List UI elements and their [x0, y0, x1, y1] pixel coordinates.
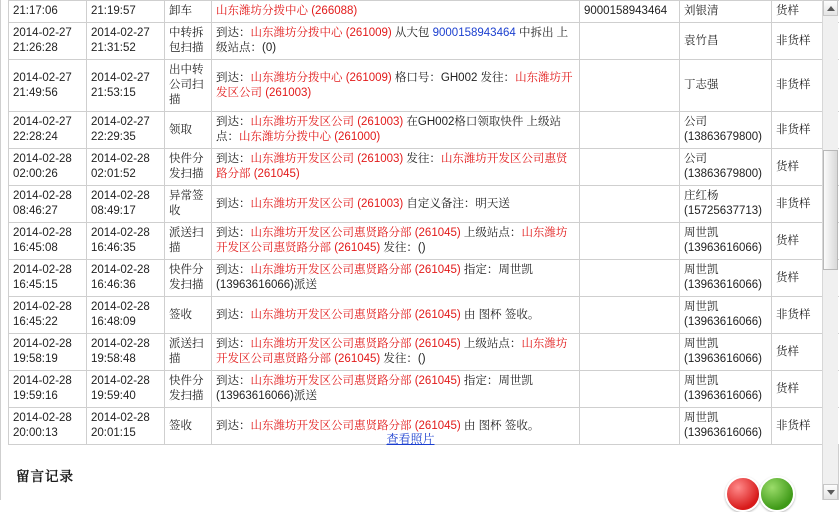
type-label: 卸车: [169, 5, 192, 17]
cell-code: [580, 60, 680, 112]
date-value: 2014-02-28: [13, 226, 82, 241]
desc-location-link[interactable]: 山东潍坊开发区公司: [251, 375, 355, 387]
cell-time1: [9, 149, 87, 186]
cell-status: [772, 223, 824, 260]
table-row: [9, 297, 839, 334]
cell-desc: [212, 260, 580, 297]
time-value: 22:29:35: [91, 130, 160, 145]
date-value: 2014-02-27: [13, 115, 82, 130]
date-value: 2014-02-27: [13, 71, 82, 86]
cell-status: [772, 23, 824, 60]
cell-desc: [212, 371, 580, 408]
desc-location-link[interactable]: 山东潍坊开发区公司惠贤路分部 (261045): [251, 227, 461, 239]
time-value: 16:48:09: [91, 315, 160, 330]
cell-time2: [87, 186, 165, 223]
person-value: 周世凯 (13963616066): [684, 375, 762, 402]
desc-location-link[interactable]: 山东潍坊开发区公司: [251, 227, 355, 239]
time-value: 22:28:24: [13, 130, 82, 145]
page-border-left: [0, 0, 1, 500]
cell-code: [580, 149, 680, 186]
cell-status: [772, 334, 824, 371]
cell-code: [580, 23, 680, 60]
floating-chat-widget[interactable]: [725, 476, 817, 510]
cell-code: [580, 297, 680, 334]
cell-time2: [87, 1, 165, 23]
time-value: 08:46:27: [13, 204, 82, 219]
date-value: 2014-02-28: [91, 263, 160, 278]
table-row: [9, 149, 839, 186]
cell-code: [580, 260, 680, 297]
cell-desc: [212, 23, 580, 60]
table-row: [9, 223, 839, 260]
status-badge: 非货样: [776, 198, 811, 210]
cell-desc: [212, 186, 580, 223]
desc-location-link[interactable]: 山东潍坊分拨中心 (266088): [216, 5, 357, 17]
cell-type: [165, 23, 212, 60]
cell-code: [580, 334, 680, 371]
chevron-up-icon: [827, 6, 835, 11]
time-value: 16:45:22: [13, 315, 82, 330]
chevron-down-icon: [827, 490, 835, 495]
time-value: 21:49:56: [13, 86, 82, 101]
cell-status: [772, 149, 824, 186]
cell-time2: [87, 223, 165, 260]
person-value: 公司 (13863679800): [684, 153, 762, 180]
desc-text: 到达：山东潍坊开发区公司惠贤路分部 (261045) 上级站点：山东潍坊开发区公司惠贤路分部 (261045) 发往：(): [216, 338, 567, 365]
cell-desc: [212, 149, 580, 186]
desc-location-link[interactable]: 山东潍坊开发区公司 (261003): [251, 116, 404, 128]
cell-time1: [9, 60, 87, 112]
desc-location-link[interactable]: 山东潍坊开发区公司惠贤路分部 (261045): [251, 375, 461, 387]
code-value: 9000158943464: [584, 5, 667, 17]
type-label: 出中转公司扫描: [169, 64, 204, 106]
cell-person: [680, 371, 772, 408]
page-scrollbar[interactable]: [822, 0, 838, 500]
cell-desc: [212, 1, 580, 23]
cell-desc: [212, 334, 580, 371]
time-value: 16:45:15: [13, 278, 82, 293]
time-value: 21:19:57: [91, 4, 160, 19]
status-badge: 非货样: [776, 420, 811, 432]
cell-code: [580, 1, 680, 23]
table-row: [9, 60, 839, 112]
desc-location-link[interactable]: 山东潍坊开发区公司: [441, 153, 545, 165]
cell-time1: [9, 371, 87, 408]
cell-type: [165, 223, 212, 260]
table-row: [9, 112, 839, 149]
cell-time1: [9, 223, 87, 260]
status-badge: 货样: [776, 272, 799, 284]
desc-location-link[interactable]: 山东潍坊开发区公司惠贤路分部 (261045): [216, 338, 567, 365]
cell-status: [772, 260, 824, 297]
cell-time1: [9, 186, 87, 223]
time-value: 21:53:15: [91, 86, 160, 101]
type-label: 异常签收: [169, 190, 204, 217]
type-label: 中转拆包扫描: [169, 27, 204, 54]
type-label: 快件分发扫描: [169, 375, 204, 402]
cell-time1: [9, 334, 87, 371]
status-badge: 货样: [776, 5, 799, 17]
cell-person: [680, 223, 772, 260]
desc-text: 到达：山东潍坊开发区公司惠贤路分部 (261045) 上级站点：山东潍坊开发区公司惠贤路分部 (261045) 发往：(): [216, 227, 567, 254]
status-badge: 货样: [776, 346, 799, 358]
cell-code: [580, 371, 680, 408]
cell-time2: [87, 149, 165, 186]
cell-type: [165, 260, 212, 297]
date-value: 2014-02-28: [91, 374, 160, 389]
cell-code: [580, 112, 680, 149]
cell-time2: [87, 260, 165, 297]
date-value: 2014-02-28: [13, 337, 82, 352]
person-value: 周世凯 (13963616066): [684, 301, 762, 328]
time-value: 19:59:16: [13, 389, 82, 404]
cell-person: [680, 186, 772, 223]
desc-location-link[interactable]: 山东潍坊开发区公司 (261003): [251, 198, 404, 210]
desc-location-link[interactable]: 山东潍坊开发区公司惠贤路分部 (261045): [251, 420, 461, 432]
desc-location-link[interactable]: 山东潍坊开发区公司惠贤路分部 (261045): [251, 309, 461, 321]
cell-type: [165, 186, 212, 223]
date-value: 2014-02-28: [91, 152, 160, 167]
date-value: 2014-02-27: [91, 115, 160, 130]
cell-person: [680, 149, 772, 186]
cell-person: [680, 260, 772, 297]
date-value: 2014-02-28: [13, 411, 82, 426]
time-value: 16:46:36: [91, 278, 160, 293]
time-value: 20:01:15: [91, 426, 160, 441]
cell-type: [165, 371, 212, 408]
message-record-heading: 留言记录: [16, 465, 74, 485]
type-label: 快件分发扫描: [169, 153, 204, 180]
time-value: 16:46:35: [91, 241, 160, 256]
date-value: 2014-02-28: [13, 263, 82, 278]
cell-person: [680, 1, 772, 23]
desc-text: 到达：山东潍坊开发区公司 (261003) 发往：山东潍坊开发区公司惠贤路分部 (261045): [216, 153, 567, 180]
type-label: 签收: [169, 309, 192, 321]
desc-location-link[interactable]: 山东潍坊开发区公司 (261003): [216, 72, 573, 99]
table-row: [9, 260, 839, 297]
table-row: [9, 371, 839, 408]
time-value: 21:31:52: [91, 41, 160, 56]
date-value: 2014-02-28: [13, 152, 82, 167]
type-label: 快件分发扫描: [169, 264, 204, 291]
cell-time1: [9, 1, 87, 23]
date-value: 2014-02-28: [13, 374, 82, 389]
cell-time2: [87, 60, 165, 112]
time-value: 16:45:08: [13, 241, 82, 256]
cell-code: [580, 186, 680, 223]
desc-location-link[interactable]: 山东潍坊分拨中心 (261009): [251, 72, 392, 84]
person-value: 周世凯 (13963616066): [684, 227, 762, 254]
cell-type: [165, 60, 212, 112]
cell-person: [680, 60, 772, 112]
cell-status: [772, 371, 824, 408]
date-value: 2014-02-28: [91, 337, 160, 352]
cell-time1: [9, 297, 87, 334]
cell-type: [165, 112, 212, 149]
cell-desc: [212, 297, 580, 334]
desc-location-link[interactable]: 山东潍坊开发区公司: [251, 264, 355, 276]
person-value: 周世凯 (13963616066): [684, 338, 762, 365]
time-value: 02:01:52: [91, 167, 160, 182]
cell-status: [772, 186, 824, 223]
tracking-log-table: [8, 0, 839, 445]
cell-person: [680, 23, 772, 60]
date-value: 2014-02-28: [91, 411, 160, 426]
chat-green-icon[interactable]: [759, 476, 795, 512]
status-badge: 货样: [776, 383, 799, 395]
cell-type: [165, 297, 212, 334]
desc-text: 到达：山东潍坊分拨中心 (261009) 从大包 9000158943464 中拆出 上级站点：(0): [216, 27, 568, 54]
cell-code: [580, 223, 680, 260]
desc-location-link[interactable]: 山东潍坊开发区公司惠贤路分部 (261045): [251, 264, 461, 276]
table-row: [9, 23, 839, 60]
type-label: 派送扫描: [169, 338, 204, 365]
scroll-down-button[interactable]: [823, 484, 838, 500]
desc-location-link[interactable]: 山东潍坊开发区公司惠贤路分部 (261045): [216, 227, 567, 254]
desc-location-link[interactable]: 山东潍坊分拨中心 (261009): [251, 27, 392, 39]
date-value: 2014-02-28: [91, 300, 160, 315]
date-value: 2014-02-27: [13, 26, 82, 41]
time-value: 19:58:19: [13, 352, 82, 367]
status-badge: 非货样: [776, 124, 811, 136]
time-value: 19:59:40: [91, 389, 160, 404]
person-value: 刘银清: [684, 5, 719, 17]
person-value: 丁志强: [684, 79, 719, 91]
cell-time1: [9, 23, 87, 60]
desc-text: 到达：山东潍坊开发区公司 (261003) 自定义备注：明天送: [216, 198, 510, 210]
time-value: 02:00:26: [13, 167, 82, 182]
cell-time1: [9, 112, 87, 149]
table-row: [9, 334, 839, 371]
desc-location-link[interactable]: 山东潍坊开发区公司: [251, 153, 355, 165]
desc-location-link[interactable]: 山东潍坊开发区公司: [216, 227, 567, 254]
photo-link-container: [0, 430, 821, 448]
desc-location-link[interactable]: 山东潍坊分拨中心 (261000): [239, 131, 380, 143]
desc-location-link[interactable]: 山东潍坊开发区公司 (261003): [251, 153, 404, 165]
cell-time2: [87, 23, 165, 60]
cell-status: [772, 112, 824, 149]
desc-location-link[interactable]: 山东潍坊开发区公司: [216, 338, 567, 365]
cell-person: [680, 334, 772, 371]
person-value: 周世凯 (13963616066): [684, 412, 762, 439]
desc-text: 到达：山东潍坊开发区公司惠贤路分部 (261045) 指定：周世凯 (13963616066)派送: [216, 375, 533, 402]
person-value: 周世凯 (13963616066): [684, 264, 762, 291]
desc-code-link[interactable]: 9000158943464: [433, 27, 516, 39]
person-value: 公司 (13863679800): [684, 116, 762, 143]
type-label: 领取: [169, 124, 192, 136]
table-row: [9, 1, 839, 23]
desc-location-link[interactable]: 山东潍坊开发区公司: [251, 198, 355, 210]
desc-text: 到达：山东潍坊开发区公司 (261003) 在GH002格口领取快件 上级站点：山东潍坊分拨中心 (261000): [216, 116, 561, 143]
type-label: 派送扫描: [169, 227, 204, 254]
desc-text: 到达：山东潍坊分拨中心 (261009) 格口号：GH002 发往：山东潍坊开发区公司 (261003): [216, 72, 573, 99]
cell-type: [165, 149, 212, 186]
date-value: 2014-02-28: [13, 300, 82, 315]
cell-status: [772, 60, 824, 112]
scrollbar-thumb[interactable]: [823, 150, 838, 270]
cell-desc: [212, 112, 580, 149]
desc-location-link[interactable]: 山东潍坊开发区公司: [216, 72, 573, 99]
date-value: 2014-02-28: [13, 189, 82, 204]
view-photo-link[interactable]: 查看照片: [386, 432, 434, 446]
date-value: 2014-02-27: [91, 71, 160, 86]
cell-status: [772, 1, 824, 23]
cell-desc: [212, 60, 580, 112]
cell-type: [165, 1, 212, 23]
cell-status: [772, 297, 824, 334]
cell-person: [680, 112, 772, 149]
desc-location-link[interactable]: 山东潍坊开发区公司: [251, 338, 355, 350]
desc-text: 到达：山东潍坊开发区公司惠贤路分部 (261045) 由 图杯 签收。: [216, 309, 539, 321]
person-value: 袁竹昌: [684, 35, 719, 47]
cell-time2: [87, 371, 165, 408]
status-badge: 货样: [776, 235, 799, 247]
table-row: [9, 186, 839, 223]
status-badge: 非货样: [776, 309, 811, 321]
date-value: 2014-02-28: [91, 226, 160, 241]
desc-location-link[interactable]: 山东潍坊开发区公司惠贤路分部 (261045): [216, 153, 567, 180]
cell-type: [165, 334, 212, 371]
time-value: 20:00:13: [13, 426, 82, 441]
desc-location-link[interactable]: 山东潍坊开发区公司: [251, 420, 355, 432]
status-badge: 非货样: [776, 35, 811, 47]
cell-desc: [212, 223, 580, 260]
cell-time2: [87, 112, 165, 149]
time-value: 08:49:17: [91, 204, 160, 219]
desc-location-link[interactable]: 山东潍坊开发区公司: [251, 116, 355, 128]
desc-location-link[interactable]: 山东潍坊开发区公司惠贤路分部 (261045): [251, 338, 461, 350]
cell-time1: [9, 260, 87, 297]
cell-time2: [87, 334, 165, 371]
status-badge: 货样: [776, 161, 799, 173]
desc-text: 到达：山东潍坊开发区公司惠贤路分部 (261045) 由 图杯 签收。: [216, 420, 539, 432]
cell-person: [680, 297, 772, 334]
status-badge: 非货样: [776, 79, 811, 91]
desc-text: 到达：山东潍坊开发区公司惠贤路分部 (261045) 指定：周世凯 (13963616066)派送: [216, 264, 533, 291]
person-value: 庄红杨 (15725637713): [684, 190, 762, 217]
time-value: 19:58:48: [91, 352, 160, 367]
time-value: 21:26:28: [13, 41, 82, 56]
desc-location-link[interactable]: 山东潍坊开发区公司: [251, 309, 355, 321]
date-value: 2014-02-28: [91, 189, 160, 204]
cell-time2: [87, 297, 165, 334]
time-value: 21:17:06: [13, 4, 82, 19]
type-label: 签收: [169, 420, 192, 432]
chat-red-icon[interactable]: [725, 476, 761, 512]
scroll-up-button[interactable]: [823, 0, 838, 16]
date-value: 2014-02-27: [91, 26, 160, 41]
